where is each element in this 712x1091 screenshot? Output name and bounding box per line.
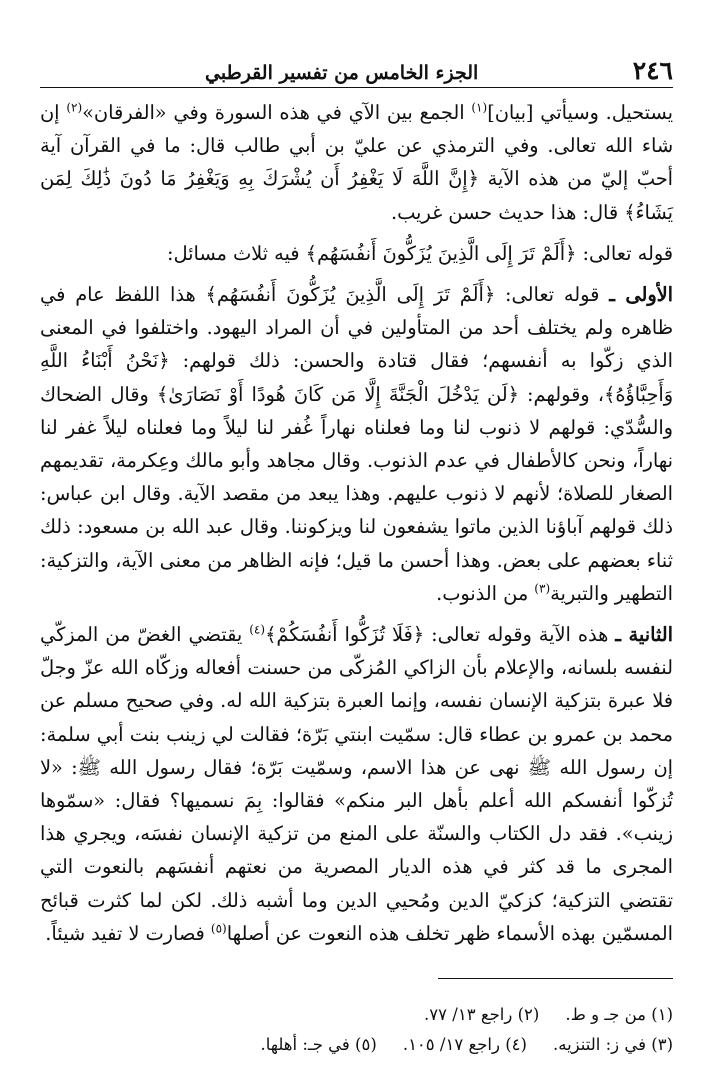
body-text (40, 96, 673, 950)
quran-quote: ﴿نَحْنُ أَبْنَاءُ اللَّهِ وَأَحِبَّاؤُهُ﴾ (40, 349, 674, 406)
footnote-marker: (٣) (534, 581, 551, 596)
footnote: (٤) راجع ١٧/ ١٠٥. (402, 1035, 527, 1054)
text-run: فصارت لا تفيد شيئاً. (45, 921, 211, 945)
text-run: فيه ثلاث مسائل: (166, 241, 306, 265)
footnotes (113, 1000, 673, 1060)
footnote: (٣) في ز: التنزيه. (552, 1035, 673, 1054)
text-run: الجمع بين الآي في هذه السورة وفي «الفرقان» (82, 101, 472, 124)
quran-quote: ﴿أَلَمْ تَرَ إِلَى الَّذِينَ يُزَكُّونَ أَنفُسَهُم﴾ (305, 241, 577, 265)
paragraph (40, 278, 673, 610)
text-run: ، وقولهم: (518, 382, 605, 406)
quran-quote: ﴿أَلَمْ تَرَ إِلَى الَّذِينَ يُزَكُّونَ أَنفُسَهُم﴾ (205, 283, 496, 307)
footnote: (٥) في جـ: أهلها. (260, 1035, 377, 1054)
text-run: إن شاء الله تعالى. وفي الترمذي عن عليّ بن أبي طالب قال: ما في القرآن آية أحبّ إليّ من هذه الآية (40, 101, 673, 191)
running-title: الجزء الخامس من تفسير القرطبي (205, 62, 479, 84)
footnote: (٢) راجع ١٣/ ٧٧. (424, 1005, 540, 1024)
text-run: قال: هذا حديث حسن غريب. (391, 200, 625, 224)
text-run: قوله تعالى: (495, 283, 610, 307)
footnote-divider (438, 978, 673, 979)
footnote-marker: (٢) (66, 100, 83, 115)
text-run: هذا اللفظ عام في ظاهره ولم يختلف أحد من المتأولين في أن المراد اليهود. واختلفوا في المعنى الذي زكّوا به أنفسهم؛ فقال قتادة والحسن: ذلك قولهم: (40, 283, 674, 373)
page-number: ٢٤٦ (632, 56, 673, 85)
text-run: وقال الضحاك والسُّدّي: قولهم لا ذنوب لنا وما فعلناه نهاراً غُفر لنا ليلاً وما فعلناه ليلاً غفر لنا نهاراً، ونحن كالأطفال في عدم الذنوب. وقال مجاهد وأبو مالك وعِكرمة، تقديمهم الصغار للصلاة؛ لأنهم لا ذنوب عليهم. وهذا يبعد من مقصد الآية. وقال ابن عباس: ذلك قولهم آباؤنا الذين ماتوا يشفعون لنا ويزكوننا. وقال عبد الله بن مسعود: ذلك ثناء بعضهم على بعض. وهذا أحسن ما قيل؛ فإنه الظاهر من معنى الآية، والتزكية: التطهير والتبرية (40, 382, 673, 605)
paragraph (40, 96, 673, 229)
page-header (40, 50, 673, 88)
paragraph (40, 237, 673, 270)
footnote: (١) من جـ و ط. (565, 1005, 673, 1024)
text-run: يستحيل. وسيأتي [بيان] (487, 101, 673, 124)
text-run: قوله تعالى: (576, 241, 673, 265)
text-run: يقتضي الغضّ من المزكّي لنفسه بلسانه، والإعلام بأن الزاكي المُزكّى من حسنت أفعاله وزكّاه الله عزّ وجلّ فلا عبرة بتزكية الإنسان نفسه، وإنما العبرة بتزكية الله له. وفي صحيح مسلم عن محمد بن عمرو بن عطاء قال: سمّيت ابنتي بَرّة؛ فقالت لي زينب بنت أبي سلمة: إن رسول الله ﷺ نهى عن هذا الاسم، وسمّيت بَرّة؛ فقال رسول الله ﷺ: «لا تُزكّوا أنفسكم الله أعلم بأهل البر منكم» فقالوا: بِمَ نسميها؟ فقال: «سمّوها زينب». فقد دل الكتاب والسنّة على المنع من تزكية الإنسان نفسَه، ويجري هذا المجرى ما قد كثر في هذه الديار المصرية من نعتهم أنفسَهم بالنعوت التي تقتضي التزكية؛ كزكيّ الدين ومُحيي الدين وما أشبه ذلك. لكن لما كثرت قبائح المسمّين بهذه الأسماء ظهر تخلف هذه النعوت عن أصلها (40, 623, 673, 945)
book-page (40, 50, 673, 1070)
footnote-marker: (٥) (210, 921, 227, 936)
text-run: من الذنوب. (436, 581, 535, 605)
text-run: هذه الآية وقوله تعالى: (424, 623, 616, 647)
paragraph (40, 618, 673, 950)
footnote-row (113, 1000, 673, 1030)
section-lead: الثانية ـ (615, 623, 673, 647)
footnote-marker: (١) (471, 100, 488, 115)
quran-quote: ﴿فَلَا تُزَكُّوا أَنفُسَكُمْ﴾ (265, 623, 425, 647)
quran-quote: ﴿إِنَّ اللَّهَ لَا يَغْفِرُ أَن يُشْرَكَ بِهِ وَيَغْفِرُ مَا دُونَ ذَٰلِكَ لِمَن يَشَاءُ﴾ (40, 167, 673, 224)
quran-quote: ﴿لَن يَدْخُلَ الْجَنَّةَ إِلَّا مَن كَانَ هُودًا أَوْ نَصَارَىٰ﴾ (156, 382, 519, 406)
section-lead: الأولى ـ (609, 283, 673, 307)
footnote-row (113, 1030, 673, 1060)
footnote-marker: (٤) (249, 622, 266, 637)
